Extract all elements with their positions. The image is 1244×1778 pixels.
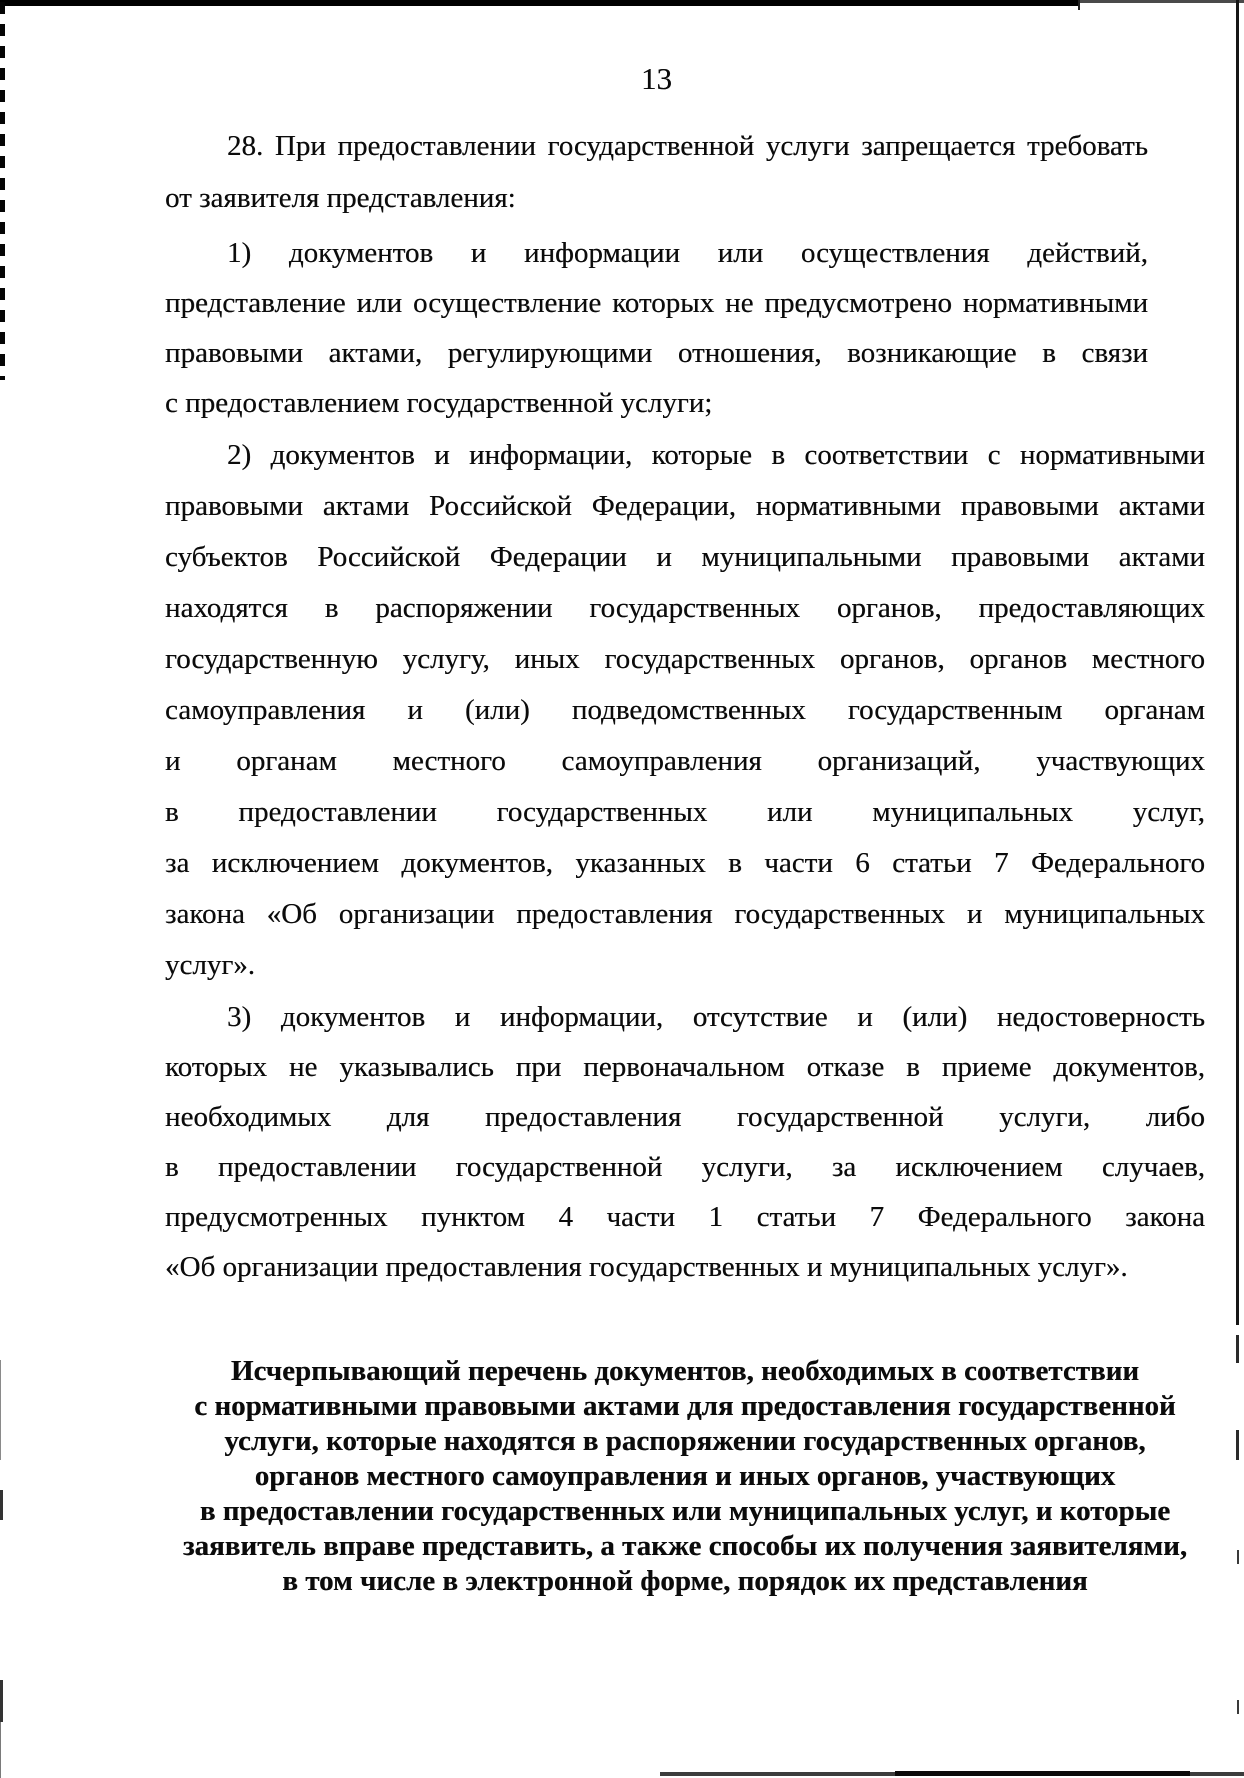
heading-line: услуги, которые находятся в распоряжении государственных органов, (224, 1425, 1146, 1457)
text-line: которых не указывались при первоначальном отказе в приеме документов, (165, 1051, 1205, 1083)
text-line: самоуправления и (или) подведомственных государственным органам (165, 694, 1205, 726)
paragraph-subitem-3 (165, 992, 1205, 1292)
scan-artifact-top-corner (1078, 0, 1080, 10)
paragraph-28 (165, 120, 1148, 224)
text-line: субъектов Российской Федерации и муниципальными правовыми актами (165, 541, 1205, 573)
text-line: от заявителя представления: (165, 182, 516, 214)
text-line: закона «Об организации предоставления государственных и муниципальных (165, 898, 1205, 930)
scan-artifact-right-dash (1236, 1335, 1239, 1363)
scan-artifact-left-line (0, 1722, 1, 1778)
text-line: правовыми актами, регулирующими отношения, возникающие в связи (165, 337, 1148, 369)
scan-artifact-right-dash (1236, 1430, 1239, 1460)
heading-line: в предоставлении государственных или муниципальных услуг, и которые (199, 1495, 1171, 1527)
scan-artifact-left-line (0, 1360, 1, 1460)
paragraph-subitem-2 (165, 430, 1205, 991)
scan-artifact-left-dash (0, 1680, 3, 1722)
heading-line: в том числе в электронной форме, порядок их представления (282, 1565, 1088, 1597)
text-line: государственную услугу, иных государственных органов, органов местного (165, 643, 1205, 675)
scan-artifact-top-bar-thin (1080, 0, 1244, 3)
scan-artifact-left-dash (0, 1490, 3, 1520)
text-line: с предоставлением государственной услуги; (165, 387, 713, 419)
heading-line: Исчерпывающий перечень документов, необходимых в соответствии (230, 1355, 1140, 1387)
scan-artifact-top-bar (0, 0, 1080, 6)
text-line: предусмотренных пунктом 4 части 1 статьи 7 Федерального закона (165, 1201, 1205, 1233)
text-line: представление или осуществление которых не предусмотрено нормативными (165, 287, 1148, 319)
text-line: «Об организации предоставления государственных и муниципальных услуг». (165, 1251, 1128, 1283)
text-line: 3) документов и информации, отсутствие и (или) недостоверность (227, 1001, 1205, 1033)
text-line: 1) документов и информации или осуществления действий, (227, 237, 1148, 269)
scan-artifact-right-edge-line (1236, 0, 1239, 1325)
scan-artifact-left-edge-dashes (0, 2, 5, 380)
page-number: 13 (641, 61, 672, 96)
heading-line: с нормативными правовыми актами для предоставления государственной (194, 1390, 1176, 1422)
text-line: 28. При предоставлении государственной услуги запрещается требовать (227, 130, 1148, 162)
scan-artifact-right-dash (1237, 1550, 1239, 1564)
text-line: за исключением документов, указанных в части 6 статьи 7 Федерального (165, 847, 1205, 879)
paragraph-subitem-1 (165, 228, 1148, 428)
text-line: правовыми актами Российской Федерации, нормативными правовыми актами (165, 490, 1205, 522)
text-line: 2) документов и информации, которые в соответствии с нормативными (227, 439, 1205, 471)
section-heading (165, 1354, 1205, 1599)
text-line: в предоставлении государственной услуги, за исключением случаев, (165, 1151, 1205, 1183)
scan-artifact-bottom-bar (660, 1772, 1244, 1776)
text-line: и органам местного самоуправления организаций, участвующих (165, 745, 1205, 777)
text-line: необходимых для предоставления государственной услуги, либо (165, 1101, 1205, 1133)
text-line: находятся в распоряжении государственных органов, предоставляющих (165, 592, 1205, 624)
scan-artifact-bottom-bar (895, 1771, 1190, 1776)
text-line: услуг». (165, 949, 255, 981)
text-line: в предоставлении государственных или муниципальных услуг, (165, 796, 1205, 828)
heading-line: органов местного самоуправления и иных органов, участвующих (254, 1460, 1116, 1492)
heading-line: заявитель вправе представить, а также способы их получения заявителями, (182, 1530, 1188, 1562)
scan-artifact-right-dash (1237, 1700, 1239, 1714)
